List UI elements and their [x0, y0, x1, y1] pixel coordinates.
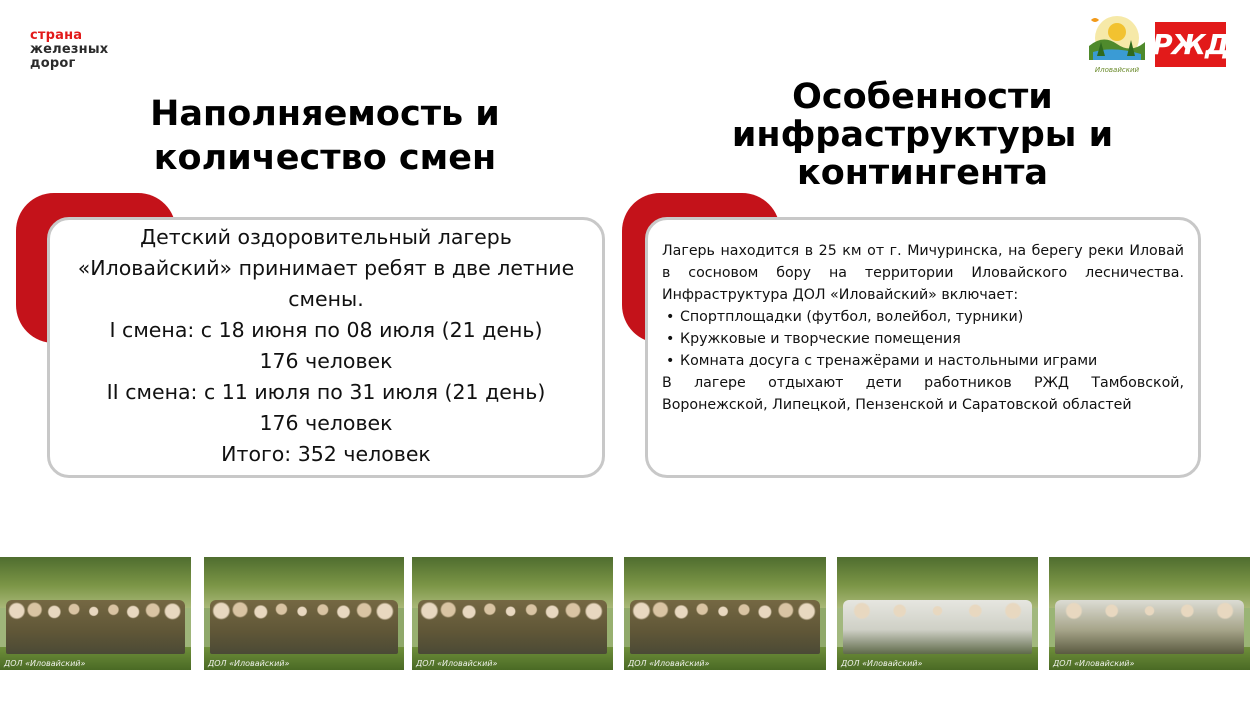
camp-emblem-icon	[1083, 12, 1151, 68]
photo-strip	[0, 557, 1250, 670]
group-photo	[204, 557, 404, 670]
shifts-line-8: Итого: 352 человек	[221, 442, 431, 466]
rzd-logo	[1152, 22, 1229, 67]
photo-caption: ДОЛ «Иловайский»	[4, 659, 86, 668]
left-heading-line-2: количество смен	[153, 138, 497, 178]
infrastructure-item-text: Кружковые и творческие помещения	[680, 331, 961, 347]
right-heading	[690, 78, 1155, 192]
photo-caption: ДОЛ «Иловайский»	[841, 659, 923, 668]
group-photo	[624, 557, 826, 670]
infrastructure-list	[662, 306, 1184, 372]
brand-line-3: дорог	[30, 56, 76, 71]
shifts-line-1: Детский оздоровительный лагерь	[140, 225, 512, 249]
right-heading-line-1: Особенности	[792, 77, 1053, 117]
infrastructure-item	[666, 328, 1184, 350]
infrastructure-item-text: Комната досуга с тренажёрами и настольными играми	[680, 353, 1098, 369]
contingent-text: В лагере отдыхают дети работников РЖД Тамбовской, Воронежской, Липецкой, Пензенской и Саратовской областей	[662, 375, 1184, 413]
infrastructure-item	[666, 306, 1184, 328]
shifts-line-3: смены.	[288, 287, 364, 311]
photo-caption: ДОЛ «Иловайский»	[208, 659, 290, 668]
photo-caption: ДОЛ «Иловайский»	[416, 659, 498, 668]
infrastructure-item	[666, 350, 1184, 372]
shifts-line-5: 176 человек	[259, 349, 393, 373]
brand-line-1: страна	[30, 28, 83, 43]
left-heading	[110, 92, 540, 180]
camp-logo	[1083, 12, 1151, 80]
group-photo	[0, 557, 191, 670]
brand-line-2: железных	[30, 42, 109, 57]
infrastructure-info-box	[645, 217, 1201, 478]
shifts-line-2: «Иловайский» принимает ребят в две летние	[77, 256, 575, 280]
bullet-icon: •	[666, 353, 675, 369]
group-photo	[412, 557, 613, 670]
infrastructure-intro: Лагерь находится в 25 км от г. Мичуринска, на берегу реки Иловай в сосновом бору на территории Иловайского лесничества. Инфраструктура ДОЛ «Иловайский» включает:	[662, 243, 1184, 303]
shifts-line-6: II смена: с 11 июля по 31 июля (21 день)	[106, 380, 546, 404]
infrastructure-item-text: Спортплощадки (футбол, волейбол, турники)	[680, 309, 1024, 325]
shifts-info-box	[47, 217, 605, 478]
group-photo	[1049, 557, 1250, 670]
brand-wordmark	[30, 29, 108, 71]
shifts-line-4: I смена: с 18 июня по 08 июля (21 день)	[109, 318, 543, 342]
group-photo	[837, 557, 1038, 670]
rzd-logo-text: РЖД	[1152, 28, 1229, 61]
shifts-line-7: 176 человек	[259, 411, 393, 435]
bullet-icon: •	[666, 331, 675, 347]
camp-logo-text: Иловайский	[1094, 66, 1140, 74]
bullet-icon: •	[666, 309, 675, 325]
left-heading-line-1: Наполняемость и	[150, 94, 500, 134]
photo-caption: ДОЛ «Иловайский»	[1053, 659, 1135, 668]
photo-caption: ДОЛ «Иловайский»	[628, 659, 710, 668]
right-heading-line-2: инфраструктуры и	[731, 115, 1114, 155]
right-heading-line-3: контингента	[796, 153, 1049, 193]
